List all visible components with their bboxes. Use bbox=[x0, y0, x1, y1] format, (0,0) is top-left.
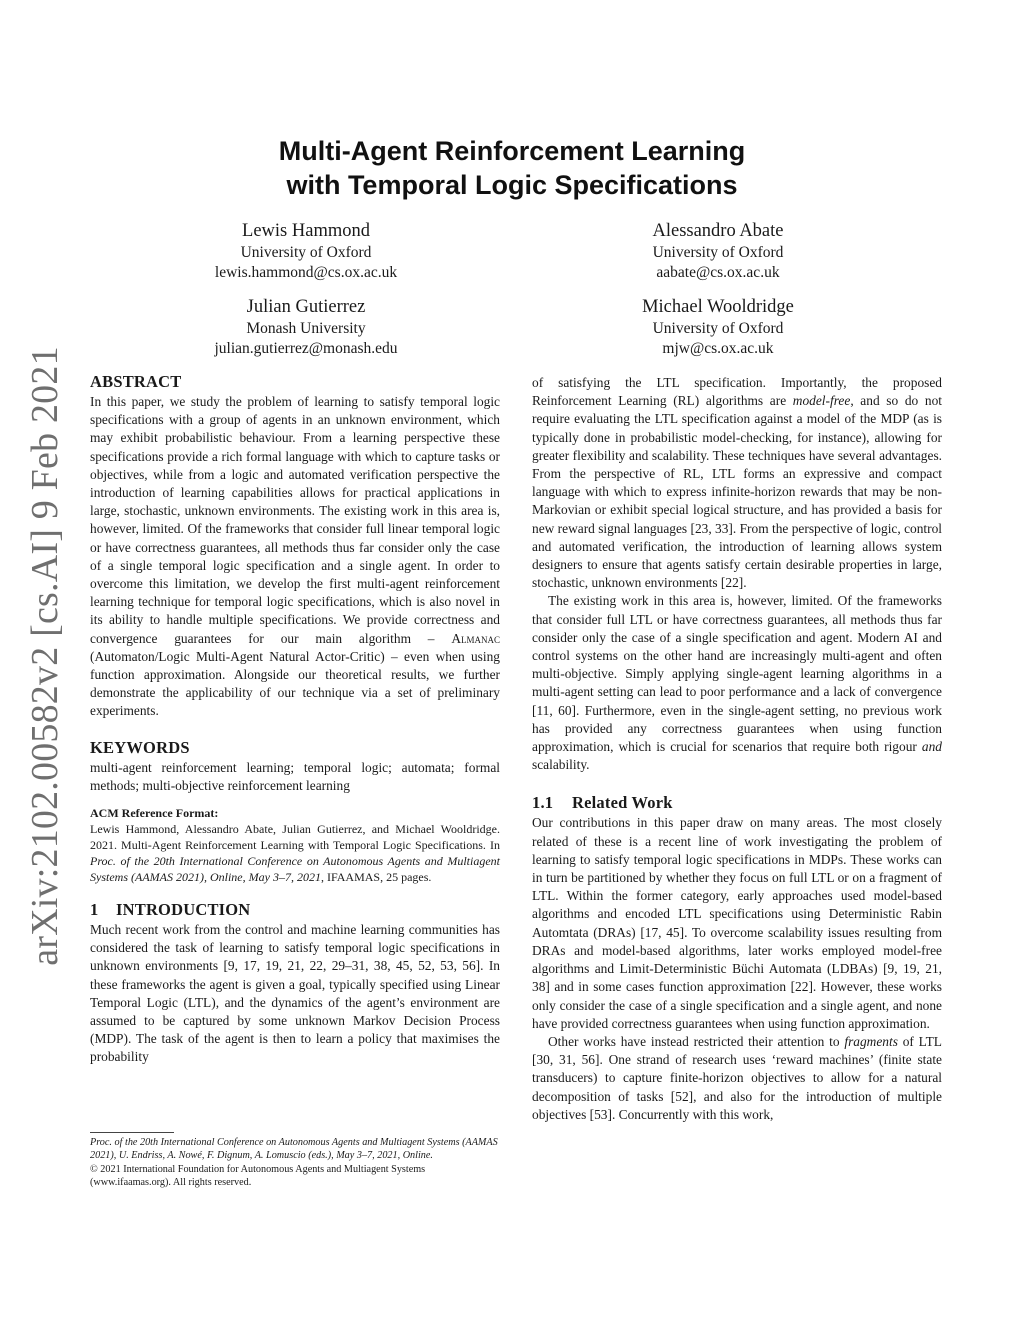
author-block-3 bbox=[126, 295, 486, 359]
keywords-heading: KEYWORDS bbox=[90, 737, 190, 757]
related-work-heading: 1.1 Related Work bbox=[532, 793, 673, 813]
author-name: Alessandro Abate bbox=[652, 221, 784, 241]
right-column bbox=[532, 374, 942, 1124]
acm-heading: ACM Reference Format: bbox=[90, 806, 219, 821]
footnote-copyright: © 2021 International Foundation for Autonomous Agents and Multiagent Systems (www.ifaamas.org). All rights reserved. bbox=[90, 1163, 426, 1189]
left-column bbox=[90, 371, 500, 1067]
arxiv-stamp bbox=[14, 346, 76, 966]
footnote bbox=[90, 1136, 500, 1190]
author-block-1 bbox=[126, 219, 486, 283]
author-name: Michael Wooldridge bbox=[642, 297, 794, 317]
intro-paragraph-2: The existing work in this area is, however, limited. Of the frameworks that consider full LTL or have correctness guarantees, all methods thus far consider only the case of a single specification and agent. Modern AI and control systems on the other hand are increasingly multi-agent and often multi-objective. Simply applying single-agent learning algorithms in a multi-agent setting can lead to poor performance and a lack of convergence [11, 60]. Furthermore, even in the single-agent setting, no previous work has provided any correctness guarantees when using function approximation, which is crucial for scenarios that require both rigour and scalability. bbox=[532, 593, 942, 773]
author-name: Julian Gutierrez bbox=[246, 297, 366, 317]
author-block-4 bbox=[538, 295, 898, 359]
author-email[interactable]: julian.gutierrez@monash.edu bbox=[214, 340, 398, 357]
title-line-2: with Temporal Logic Specifications bbox=[286, 170, 738, 200]
author-affiliation: University of Oxford bbox=[652, 244, 784, 261]
abstract-heading: ABSTRACT bbox=[90, 372, 182, 391]
author-affiliation: University of Oxford bbox=[652, 320, 784, 337]
algorithm-name: Almanac bbox=[451, 630, 500, 646]
keywords-text: multi-agent reinforcement learning; temporal logic; automata; formal methods; multi-objective reinforcement learning bbox=[90, 759, 500, 793]
abstract-paragraph: In this paper, we study the problem of learning to satisfy temporal logic specifications with a group of agents in an unknown environment, which may exhibit probabilistic behaviour. From a learning perspective these specifications provide a rich formal language with which to capture tasks or objectives, while from a logic and automated verification perspective the introduction of learning capabilities allows for practical applications in large, stochastic, unknown environments. The existing work in this area is, however, limited. Of the frameworks that consider full linear temporal logic or have correctness guarantees, all methods thus far consider only the case of a single temporal logic specification and a single agent. In order to overcome this limitation, we develop the first multi-agent reinforcement learning technique for temporal logic specifications, which is also novel in its ability to handle multiple specifications. We provide correctness and convergence guarantees for our main algorithm – Almanac (Automaton/Logic Multi-Agent Natural Actor-Critic) – even when using function approximation. Alongside our theoretical results, we further demonstrate the applicability of our technique via a set of preliminary experiments. bbox=[90, 394, 500, 719]
author-affiliation: Monash University bbox=[246, 320, 366, 337]
intro-paragraph-1-continued: of satisfying the LTL specification. Importantly, the proposed Reinforcement Learning (RL) algorithms are model-free, and so do not require evaluating the LTL specification against a model of the MDP (as is typically done in probabilistic model-checking, for instance), allowing for greater flexibility and scalability. These techniques have several advantages. From the perspective of RL, LTL forms an expressive and compact language with which to express infinite-horizon rewards that may be non-Markovian or exhibit special logical structure, and has provided a basis for new reward signal languages [23, 33]. From the perspective of logic, control and automated verification, the introduction of learning allows system designers to ensure that agents satisfy certain desirable properties in large, stochastic, unknown environments [22]. bbox=[532, 375, 942, 591]
arxiv-stamp-text: arXiv:2102.00582v2 [cs.AI] 9 Feb 2021 bbox=[24, 346, 67, 966]
author-affiliation: University of Oxford bbox=[240, 244, 372, 261]
acm-reference: Lewis Hammond, Alessandro Abate, Julian Gutierrez, and Michael Wooldridge. 2021. Multi-Agent Reinforcement Learning with Temporal Logic Specifications. In Proc. of the 20th International Conference on Autonomous Agents and Multiagent Systems (AAMAS 2021), Online, May 3–7, 2021, IFAAMAS, 25 pages. bbox=[90, 822, 500, 885]
related-paragraph-2: Other works have instead restricted their attention to fragments of LTL [30, 31, 56]. One strand of research uses ‘reward machines’ (finite state transducers) to capture finite-horizon objectives to allow for a natural decomposition of tasks [52], and also for the introduction of multiple objectives [53]. Concurrently with this work, bbox=[532, 1033, 942, 1122]
author-block-2 bbox=[538, 219, 898, 283]
footnote-venue: Proc. of the 20th International Conference on Autonomous Agents and Multiagent Systems (AAMAS 2021), U. Endriss, A. Nowé, F. Dignum, A. Lomuscio (eds.), May 3–7, 2021, Online. bbox=[90, 1137, 498, 1162]
introduction-heading: 1 INTRODUCTION bbox=[90, 900, 251, 920]
title-line-1: Multi-Agent Reinforcement Learning bbox=[278, 136, 746, 166]
paper-title bbox=[120, 134, 904, 202]
acm-venue: Proc. of the 20th International Conference on Autonomous Agents and Multiagent Systems (AAMAS 2021), Online, May 3–7, 2021 bbox=[90, 854, 500, 885]
footnote-rule bbox=[90, 1132, 174, 1133]
author-email[interactable]: aabate@cs.ox.ac.uk bbox=[656, 264, 780, 281]
related-paragraph-1: Our contributions in this paper draw on many areas. The most closely related of these is a recent line of work investigating the problem of learning to satisfy temporal logic specifications in MDPs. These works can in turn be partitioned by whether they focus on full LTL or on a fragment of LTL. Within the former category, early approaches used model-based algorithms and encoded LTL specifications using Deterministic Rabin Automtata (DRAs) [17, 45]. To overcome scalability issues resulting from DRAs and model-based algorithms, later works employed model-free algorithms and Limit-Deterministic Büchi Automata (LDBAs) [9, 19, 21, 38] and in some cases function approximation [22]. However, these works only consider the case of a single specification and a single agent, and none have provided correctness guarantees when using function approximation. bbox=[532, 815, 942, 1031]
author-name: Lewis Hammond bbox=[242, 221, 370, 241]
author-email[interactable]: lewis.hammond@cs.ox.ac.uk bbox=[214, 264, 398, 281]
intro-paragraph-1: Much recent work from the control and machine learning communities has considered the task of learning to satisfy temporal logic specifications in unknown environments [9, 17, 19, 21, 22, 29–31, 38, 45, 52, 53, 56]. In these frameworks the agent is given a goal, typically specified using Linear Temporal Logic (LTL), and the dynamics of the agent’s environment are assumed to be captured by some unknown Markov Decision Process (MDP). The task of the agent is then to learn a policy that maximises the probability bbox=[90, 922, 500, 1065]
author-email[interactable]: mjw@cs.ox.ac.uk bbox=[662, 340, 774, 357]
